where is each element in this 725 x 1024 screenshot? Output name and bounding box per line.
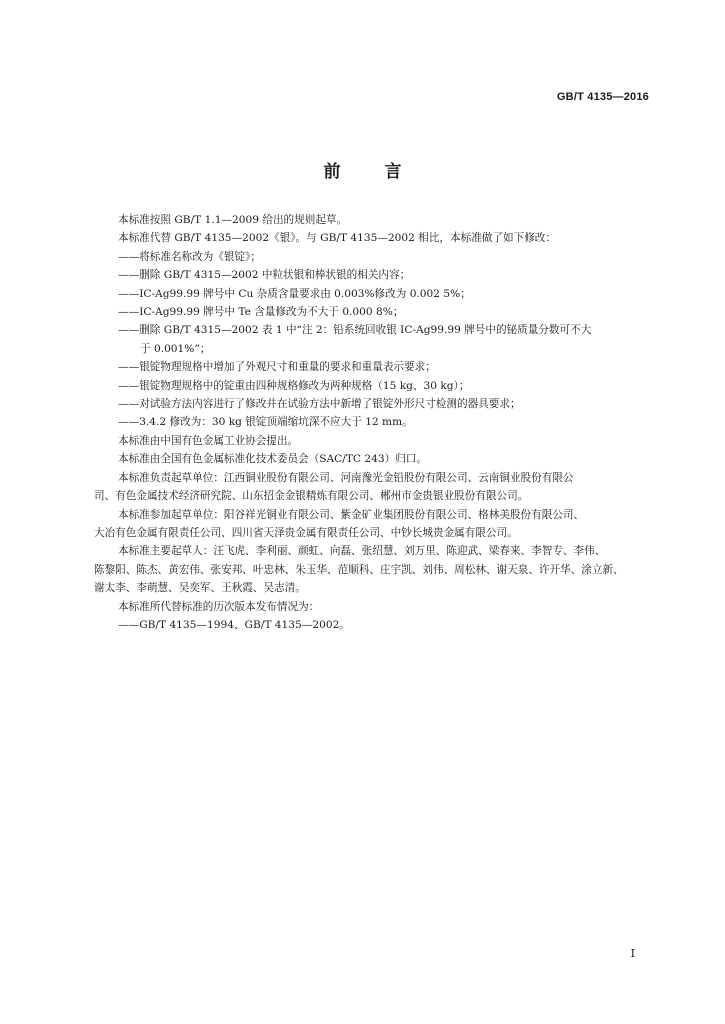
document-body xyxy=(94,211,658,634)
list-item: ——将标准名称改为《银锭》； xyxy=(118,250,262,263)
paragraph-participating-drafters: 本标准参加起草单位：阳谷祥光铜业有限公司、紫金矿业集团股份有限公司、格林美股份有限公司、 xyxy=(118,508,585,521)
list-item: ——IC-Ag99.99 牌号中 Cu 杂质含量要求由 0.003%修改为 0.002 5%； xyxy=(118,287,471,300)
page-title: 前言 xyxy=(323,162,446,182)
paragraph-main-drafters: 本标准主要起草人：汪飞虎、李利丽、颜虹、向磊、张绍慧、刘万里、陈迎武、梁春来、李智专、李伟、 xyxy=(118,545,606,558)
paragraph-drafting-rule: 本标准按照 GB/T 1.1—2009 给出的规则起草。 xyxy=(118,214,348,226)
list-item: ——3.4.2 修改为：30 kg 银锭顶端缩坑深不应大于 12 mm。 xyxy=(118,416,413,429)
paragraph-continuation: 大冶有色金属有限责任公司、四川省天泽贵金属有限责任公司、中钞长城贵金属有限公司。 xyxy=(94,526,518,539)
list-item: ——银锭物理规格中增加了外观尺寸和重量的要求和重量表示要求； xyxy=(118,361,436,374)
list-item: ——GB/T 4135—1994、GB/T 4135—2002。 xyxy=(118,618,350,631)
standard-code: GB/T 4135—2016 xyxy=(556,91,649,103)
list-item: ——删除 GB/T 4315—2002 中粒状银和棒状银的相关内容； xyxy=(118,269,411,282)
list-item: ——删除 GB/T 4315—2002 表 1 中“注 2：铅系统回收银 IC-Ag99.99 牌号中的铋质量分数可不大 xyxy=(118,324,592,337)
list-item: ——对试验方法内容进行了修改并在试验方法中新增了银锭外形尺寸检测的器具要求； xyxy=(118,398,521,411)
paragraph-continuation: 司、有色金属技术经济研究院、山东招金金银精炼有限公司、郴州市金贵银业股份有限公司。 xyxy=(94,490,529,503)
page-number: I xyxy=(630,947,635,960)
paragraph-lead-drafters: 本标准负责起草单位：江西铜业股份有限公司、河南豫光金铅股份有限公司、云南铜业股份有限公 xyxy=(118,471,574,484)
list-item: ——银锭物理规格中的锭重由四种规格修改为两种规格（15 kg、30 kg）； xyxy=(118,379,470,392)
paragraph-committee: 本标准由全国有色金属标准化技术委员会（SAC/TC 243）归口。 xyxy=(118,453,427,466)
paragraph-continuation: 谢太李、李萌慧、吴奕军、王秋霞、吴志清。 xyxy=(94,582,306,595)
list-item: ——IC-Ag99.99 牌号中 Te 含量修改为不大于 0.000 8%； xyxy=(118,306,404,319)
list-item-continuation: 于 0.001%”； xyxy=(140,342,211,355)
paragraph-history: 本标准所代替标准的历次版本发布情况为： xyxy=(118,600,320,613)
paragraph-proposer: 本标准由中国有色金属工业协会提出。 xyxy=(118,434,299,447)
paragraph-continuation: 陈黎阳、陈杰、黄宏伟、张安邦、叶忠林、朱玉华、范顺科、庄宇凯、刘伟、周松林、谢天泉、许开华、涂立新、 xyxy=(94,563,624,576)
paragraph-replacement: 本标准代替 GB/T 4135—2002《银》。与 GB/T 4135—2002 相比，本标准做了如下修改： xyxy=(118,232,556,245)
